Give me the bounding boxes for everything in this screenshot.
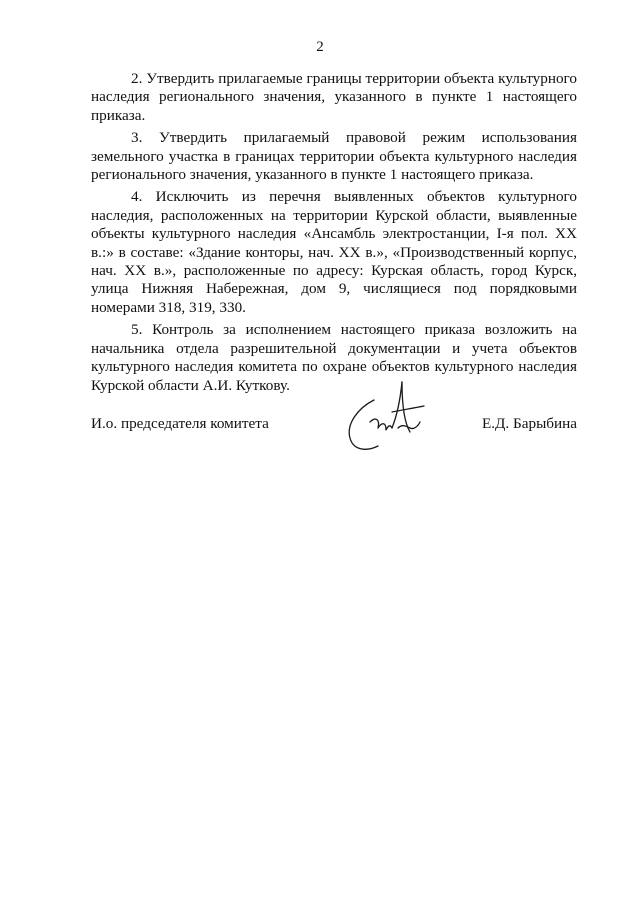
signature-block <box>91 414 577 438</box>
signatory-name: Е.Д. Барыбина <box>481 415 577 432</box>
signatory-position: И.о. председателя комитета <box>91 415 269 432</box>
document-body <box>91 70 577 399</box>
paragraph-4: 4. Исключить из перечня выявленных объектов культурного наследия, расположенных на территории Курской области, выявленные объекты культурного наследия «Ансамбль электростанции, I-я пол. XX в.:» в составе: «Здание конторы, нач. XX в.», «Производственный корпус, нач. XX в.», расположенные по адресу: Курская область, город Курск, улица Нижняя Набережная, дом 9, числящиеся под порядковыми номерами 318, 319, 330. <box>91 188 577 316</box>
paragraph-2: 2. Утвердить прилагаемые границы территории объекта культурного наследия регионального значения, указанного в пункте 1 настоящего приказа. <box>91 70 577 124</box>
page-number: 2 <box>316 39 324 55</box>
handwritten-signature-icon <box>340 372 430 462</box>
paragraph-3: 3. Утвердить прилагаемый правовой режим использования земельного участка в границах территории объекта культурного наследия регионального значения, указанного в пункте 1 настоящего приказа. <box>91 129 577 184</box>
paragraph-5: 5. Контроль за исполнением настоящего приказа возложить на начальника отдела разрешительной документации и учета объектов культурного наследия комитета по охране объектов культурного наследия Курской области А.И. Куткову. <box>91 321 577 394</box>
